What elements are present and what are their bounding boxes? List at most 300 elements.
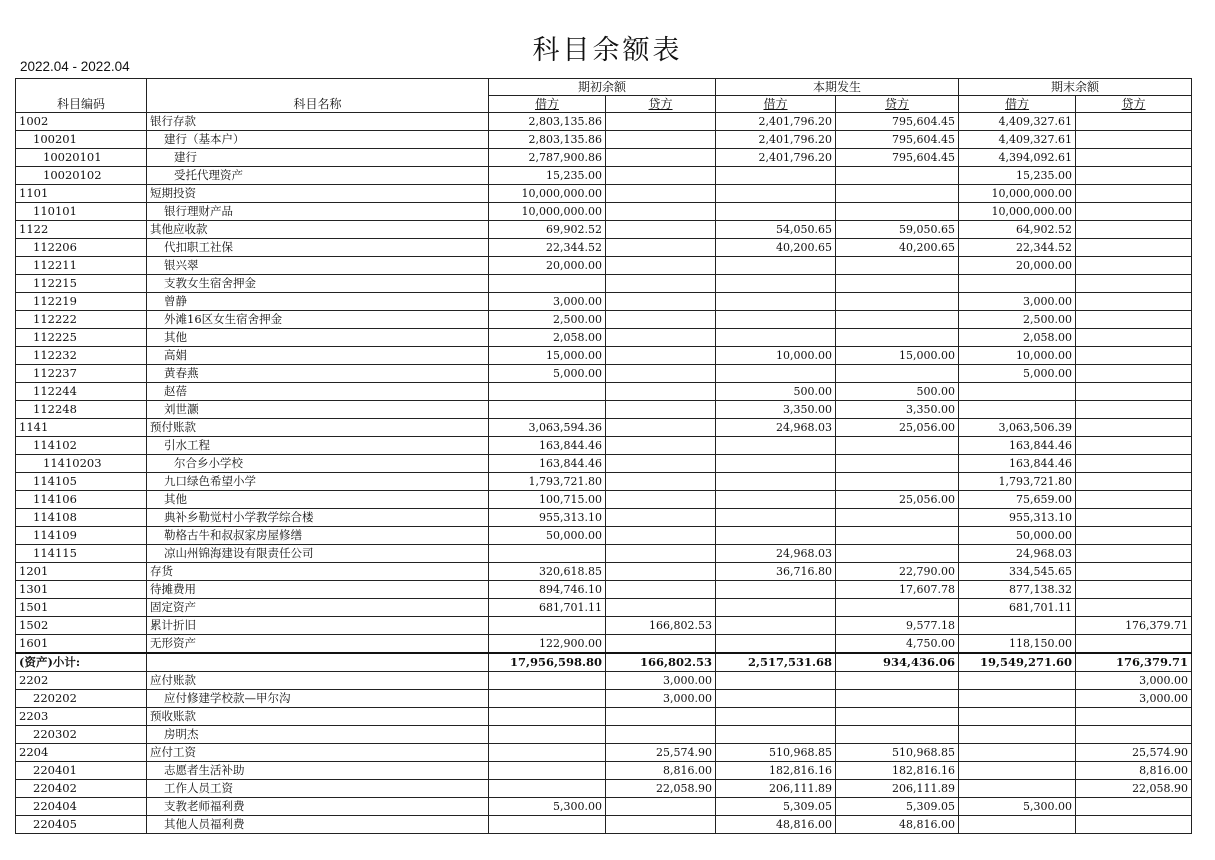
current-credit-cell: 934,436.06 bbox=[836, 653, 959, 672]
current-debit-cell bbox=[716, 311, 836, 329]
table-row bbox=[16, 131, 1192, 149]
opening-debit-cell: 5,000.00 bbox=[489, 365, 606, 383]
opening-credit-cell bbox=[606, 167, 716, 185]
opening-credit-cell bbox=[606, 221, 716, 239]
current-debit-cell: 48,816.00 bbox=[716, 816, 836, 834]
account-code-cell: 10020102 bbox=[16, 167, 147, 185]
opening-debit-cell bbox=[489, 383, 606, 401]
opening-debit-cell bbox=[489, 762, 606, 780]
current-debit-cell bbox=[716, 275, 836, 293]
account-name-cell: 尔合乡小学校 bbox=[147, 455, 489, 473]
subtotal-row bbox=[16, 653, 1192, 672]
account-code-cell: 1122 bbox=[16, 221, 147, 239]
opening-credit-cell bbox=[606, 491, 716, 509]
current-credit-cell bbox=[836, 545, 959, 563]
table-row bbox=[16, 527, 1192, 545]
account-code-cell: 10020101 bbox=[16, 149, 147, 167]
account-code-cell: 220401 bbox=[16, 762, 147, 780]
opening-credit-cell bbox=[606, 311, 716, 329]
table-row bbox=[16, 185, 1192, 203]
current-credit-cell: 5,309.05 bbox=[836, 798, 959, 816]
account-name-cell: 累计折旧 bbox=[147, 617, 489, 635]
opening-credit-cell bbox=[606, 401, 716, 419]
current-credit-cell: 510,968.85 bbox=[836, 744, 959, 762]
table-row bbox=[16, 599, 1192, 617]
closing-debit-cell: 877,138.32 bbox=[959, 581, 1076, 599]
header-opening-credit: 贷方 bbox=[606, 96, 716, 113]
opening-credit-cell: 3,000.00 bbox=[606, 690, 716, 708]
closing-debit-cell: 10,000.00 bbox=[959, 347, 1076, 365]
closing-debit-cell: 10,000,000.00 bbox=[959, 185, 1076, 203]
closing-debit-cell bbox=[959, 816, 1076, 834]
closing-debit-cell: 681,701.11 bbox=[959, 599, 1076, 617]
account-code-cell: 100201 bbox=[16, 131, 147, 149]
table-row bbox=[16, 347, 1192, 365]
account-code-cell: 114102 bbox=[16, 437, 147, 455]
account-code-cell: 1301 bbox=[16, 581, 147, 599]
closing-credit-cell bbox=[1076, 455, 1192, 473]
account-code-cell: 2202 bbox=[16, 672, 147, 690]
header-current-credit: 贷方 bbox=[836, 96, 959, 113]
opening-credit-cell bbox=[606, 239, 716, 257]
current-credit-cell bbox=[836, 473, 959, 491]
table-row bbox=[16, 113, 1192, 131]
current-credit-cell bbox=[836, 329, 959, 347]
closing-credit-cell bbox=[1076, 257, 1192, 275]
closing-debit-cell: 118,150.00 bbox=[959, 635, 1076, 654]
opening-credit-cell bbox=[606, 816, 716, 834]
report-period: 2022.04 - 2022.04 bbox=[20, 59, 130, 74]
closing-credit-cell bbox=[1076, 419, 1192, 437]
current-debit-cell: 24,968.03 bbox=[716, 545, 836, 563]
opening-debit-cell: 955,313.10 bbox=[489, 509, 606, 527]
opening-debit-cell: 122,900.00 bbox=[489, 635, 606, 654]
opening-debit-cell: 163,844.46 bbox=[489, 437, 606, 455]
current-debit-cell bbox=[716, 257, 836, 275]
opening-credit-cell bbox=[606, 635, 716, 654]
current-debit-cell: 510,968.85 bbox=[716, 744, 836, 762]
account-name-cell: 建行 bbox=[147, 149, 489, 167]
table-row bbox=[16, 383, 1192, 401]
opening-credit-cell bbox=[606, 293, 716, 311]
opening-debit-cell: 15,235.00 bbox=[489, 167, 606, 185]
account-name-cell: 受托代理资产 bbox=[147, 167, 489, 185]
current-debit-cell: 2,401,796.20 bbox=[716, 149, 836, 167]
account-code-cell: 114109 bbox=[16, 527, 147, 545]
account-code-cell: 1141 bbox=[16, 419, 147, 437]
closing-debit-cell: 163,844.46 bbox=[959, 455, 1076, 473]
account-code-cell: 220202 bbox=[16, 690, 147, 708]
current-debit-cell: 54,050.65 bbox=[716, 221, 836, 239]
account-code-cell: 1601 bbox=[16, 635, 147, 654]
closing-credit-cell bbox=[1076, 347, 1192, 365]
opening-debit-cell: 22,344.52 bbox=[489, 239, 606, 257]
closing-debit-cell bbox=[959, 744, 1076, 762]
current-credit-cell bbox=[836, 275, 959, 293]
account-name-cell: 短期投资 bbox=[147, 185, 489, 203]
opening-debit-cell: 894,746.10 bbox=[489, 581, 606, 599]
header-code: 科目编码 bbox=[16, 79, 147, 113]
closing-debit-cell: 19,549,271.60 bbox=[959, 653, 1076, 672]
closing-debit-cell bbox=[959, 690, 1076, 708]
current-debit-cell bbox=[716, 437, 836, 455]
current-credit-cell bbox=[836, 203, 959, 221]
closing-credit-cell: 22,058.90 bbox=[1076, 780, 1192, 798]
closing-credit-cell: 3,000.00 bbox=[1076, 672, 1192, 690]
account-code-cell: 112237 bbox=[16, 365, 147, 383]
current-debit-cell: 2,401,796.20 bbox=[716, 131, 836, 149]
account-name-cell: 预收账款 bbox=[147, 708, 489, 726]
current-credit-cell: 9,577.18 bbox=[836, 617, 959, 635]
opening-credit-cell bbox=[606, 113, 716, 131]
closing-debit-cell: 4,394,092.61 bbox=[959, 149, 1076, 167]
opening-credit-cell bbox=[606, 509, 716, 527]
table-row bbox=[16, 401, 1192, 419]
account-code-cell: 220302 bbox=[16, 726, 147, 744]
current-debit-cell bbox=[716, 473, 836, 491]
opening-debit-cell: 320,618.85 bbox=[489, 563, 606, 581]
opening-debit-cell: 163,844.46 bbox=[489, 455, 606, 473]
opening-debit-cell: 2,500.00 bbox=[489, 311, 606, 329]
closing-credit-cell bbox=[1076, 816, 1192, 834]
opening-debit-cell bbox=[489, 744, 606, 762]
opening-credit-cell: 166,802.53 bbox=[606, 617, 716, 635]
closing-debit-cell: 955,313.10 bbox=[959, 509, 1076, 527]
opening-credit-cell bbox=[606, 203, 716, 221]
table-row bbox=[16, 167, 1192, 185]
opening-credit-cell bbox=[606, 149, 716, 167]
closing-credit-cell bbox=[1076, 275, 1192, 293]
account-name-cell: 其他应收款 bbox=[147, 221, 489, 239]
closing-debit-cell: 50,000.00 bbox=[959, 527, 1076, 545]
opening-debit-cell: 681,701.11 bbox=[489, 599, 606, 617]
account-name-cell: 银兴翠 bbox=[147, 257, 489, 275]
account-name-cell: 曾静 bbox=[147, 293, 489, 311]
opening-debit-cell: 2,803,135.86 bbox=[489, 113, 606, 131]
current-debit-cell bbox=[716, 203, 836, 221]
opening-debit-cell: 15,000.00 bbox=[489, 347, 606, 365]
closing-debit-cell: 24,968.03 bbox=[959, 545, 1076, 563]
closing-credit-cell bbox=[1076, 329, 1192, 347]
table-row bbox=[16, 293, 1192, 311]
current-debit-cell bbox=[716, 185, 836, 203]
closing-credit-cell bbox=[1076, 635, 1192, 654]
current-debit-cell bbox=[716, 491, 836, 509]
closing-credit-cell bbox=[1076, 563, 1192, 581]
account-name-cell: 其他 bbox=[147, 491, 489, 509]
current-debit-cell bbox=[716, 635, 836, 654]
current-credit-cell bbox=[836, 293, 959, 311]
closing-debit-cell bbox=[959, 401, 1076, 419]
account-name-cell: 应付修建学校款—甲尔沟 bbox=[147, 690, 489, 708]
current-credit-cell bbox=[836, 185, 959, 203]
opening-credit-cell: 8,816.00 bbox=[606, 762, 716, 780]
account-name-cell: 存货 bbox=[147, 563, 489, 581]
closing-credit-cell bbox=[1076, 293, 1192, 311]
current-credit-cell bbox=[836, 509, 959, 527]
account-code-cell: (资产)小计: bbox=[16, 653, 147, 672]
opening-debit-cell: 20,000.00 bbox=[489, 257, 606, 275]
current-debit-cell: 182,816.16 bbox=[716, 762, 836, 780]
current-credit-cell: 500.00 bbox=[836, 383, 959, 401]
opening-credit-cell bbox=[606, 131, 716, 149]
closing-credit-cell bbox=[1076, 545, 1192, 563]
closing-debit-cell: 2,500.00 bbox=[959, 311, 1076, 329]
closing-credit-cell bbox=[1076, 185, 1192, 203]
opening-debit-cell bbox=[489, 726, 606, 744]
closing-debit-cell bbox=[959, 762, 1076, 780]
header-row-groups bbox=[16, 79, 1192, 96]
account-name-cell bbox=[147, 653, 489, 672]
closing-debit-cell bbox=[959, 780, 1076, 798]
current-debit-cell: 2,401,796.20 bbox=[716, 113, 836, 131]
table-row bbox=[16, 816, 1192, 834]
current-credit-cell bbox=[836, 437, 959, 455]
current-credit-cell bbox=[836, 365, 959, 383]
current-credit-cell: 795,604.45 bbox=[836, 113, 959, 131]
opening-debit-cell: 17,956,598.80 bbox=[489, 653, 606, 672]
closing-debit-cell bbox=[959, 672, 1076, 690]
account-code-cell: 110101 bbox=[16, 203, 147, 221]
opening-debit-cell: 3,000.00 bbox=[489, 293, 606, 311]
current-debit-cell: 10,000.00 bbox=[716, 347, 836, 365]
closing-credit-cell bbox=[1076, 599, 1192, 617]
closing-credit-cell bbox=[1076, 527, 1192, 545]
current-credit-cell: 206,111.89 bbox=[836, 780, 959, 798]
account-name-cell: 应付账款 bbox=[147, 672, 489, 690]
account-code-cell: 114115 bbox=[16, 545, 147, 563]
current-credit-cell bbox=[836, 690, 959, 708]
account-name-cell: 银行存款 bbox=[147, 113, 489, 131]
header-opening: 期初余额 bbox=[489, 79, 716, 96]
closing-debit-cell: 5,000.00 bbox=[959, 365, 1076, 383]
current-credit-cell: 17,607.78 bbox=[836, 581, 959, 599]
account-code-cell: 112225 bbox=[16, 329, 147, 347]
table-row bbox=[16, 239, 1192, 257]
account-name-cell: 外滩16区女生宿舍押金 bbox=[147, 311, 489, 329]
closing-credit-cell bbox=[1076, 167, 1192, 185]
table-row bbox=[16, 762, 1192, 780]
account-code-cell: 1502 bbox=[16, 617, 147, 635]
closing-credit-cell bbox=[1076, 113, 1192, 131]
closing-debit-cell: 22,344.52 bbox=[959, 239, 1076, 257]
account-code-cell: 1101 bbox=[16, 185, 147, 203]
account-name-cell: 高娟 bbox=[147, 347, 489, 365]
account-code-cell: 114108 bbox=[16, 509, 147, 527]
closing-credit-cell bbox=[1076, 383, 1192, 401]
closing-debit-cell: 163,844.46 bbox=[959, 437, 1076, 455]
opening-credit-cell bbox=[606, 257, 716, 275]
closing-credit-cell bbox=[1076, 311, 1192, 329]
current-debit-cell bbox=[716, 581, 836, 599]
current-credit-cell: 22,790.00 bbox=[836, 563, 959, 581]
closing-credit-cell: 3,000.00 bbox=[1076, 690, 1192, 708]
current-debit-cell bbox=[716, 365, 836, 383]
header-closing-debit: 借方 bbox=[959, 96, 1076, 113]
closing-credit-cell bbox=[1076, 203, 1192, 221]
current-debit-cell bbox=[716, 708, 836, 726]
closing-debit-cell bbox=[959, 617, 1076, 635]
table-row bbox=[16, 221, 1192, 239]
opening-debit-cell bbox=[489, 617, 606, 635]
closing-debit-cell: 4,409,327.61 bbox=[959, 131, 1076, 149]
current-credit-cell: 3,350.00 bbox=[836, 401, 959, 419]
current-credit-cell: 48,816.00 bbox=[836, 816, 959, 834]
opening-credit-cell bbox=[606, 383, 716, 401]
account-name-cell: 黄春燕 bbox=[147, 365, 489, 383]
table-row bbox=[16, 329, 1192, 347]
account-name-cell: 刘世灏 bbox=[147, 401, 489, 419]
current-credit-cell bbox=[836, 257, 959, 275]
account-code-cell: 2204 bbox=[16, 744, 147, 762]
account-name-cell: 其他人员福利费 bbox=[147, 816, 489, 834]
opening-debit-cell bbox=[489, 672, 606, 690]
closing-credit-cell bbox=[1076, 726, 1192, 744]
closing-debit-cell: 75,659.00 bbox=[959, 491, 1076, 509]
account-code-cell: 1201 bbox=[16, 563, 147, 581]
closing-credit-cell bbox=[1076, 798, 1192, 816]
header-current-debit: 借方 bbox=[716, 96, 836, 113]
opening-debit-cell: 100,715.00 bbox=[489, 491, 606, 509]
closing-credit-cell bbox=[1076, 365, 1192, 383]
closing-credit-cell bbox=[1076, 131, 1192, 149]
closing-debit-cell bbox=[959, 708, 1076, 726]
table-row bbox=[16, 617, 1192, 635]
closing-credit-cell bbox=[1076, 708, 1192, 726]
current-debit-cell bbox=[716, 527, 836, 545]
account-name-cell: 志愿者生活补助 bbox=[147, 762, 489, 780]
current-credit-cell bbox=[836, 708, 959, 726]
account-name-cell: 代扣职工社保 bbox=[147, 239, 489, 257]
current-credit-cell: 795,604.45 bbox=[836, 149, 959, 167]
account-name-cell: 支教女生宿舍押金 bbox=[147, 275, 489, 293]
opening-credit-cell bbox=[606, 419, 716, 437]
opening-credit-cell: 166,802.53 bbox=[606, 653, 716, 672]
balance-table bbox=[15, 78, 1192, 834]
opening-debit-cell: 10,000,000.00 bbox=[489, 203, 606, 221]
account-code-cell: 2203 bbox=[16, 708, 147, 726]
current-credit-cell: 182,816.16 bbox=[836, 762, 959, 780]
account-name-cell: 房明杰 bbox=[147, 726, 489, 744]
current-credit-cell bbox=[836, 311, 959, 329]
table-row bbox=[16, 275, 1192, 293]
opening-credit-cell bbox=[606, 708, 716, 726]
page-title: 科目余额表 bbox=[532, 35, 683, 66]
current-credit-cell bbox=[836, 599, 959, 617]
opening-debit-cell bbox=[489, 816, 606, 834]
current-debit-cell: 5,309.05 bbox=[716, 798, 836, 816]
account-name-cell: 银行理财产品 bbox=[147, 203, 489, 221]
table-row bbox=[16, 708, 1192, 726]
current-debit-cell: 36,716.80 bbox=[716, 563, 836, 581]
account-code-cell: 114105 bbox=[16, 473, 147, 491]
opening-debit-cell: 1,793,721.80 bbox=[489, 473, 606, 491]
opening-debit-cell: 2,058.00 bbox=[489, 329, 606, 347]
current-credit-cell bbox=[836, 726, 959, 744]
account-name-cell: 其他 bbox=[147, 329, 489, 347]
current-credit-cell bbox=[836, 527, 959, 545]
closing-debit-cell: 3,063,506.39 bbox=[959, 419, 1076, 437]
account-name-cell: 赵蓓 bbox=[147, 383, 489, 401]
account-code-cell: 220404 bbox=[16, 798, 147, 816]
account-name-cell: 待摊费用 bbox=[147, 581, 489, 599]
closing-credit-cell bbox=[1076, 581, 1192, 599]
closing-debit-cell: 334,545.65 bbox=[959, 563, 1076, 581]
opening-debit-cell bbox=[489, 690, 606, 708]
table-row bbox=[16, 780, 1192, 798]
current-debit-cell: 206,111.89 bbox=[716, 780, 836, 798]
opening-credit-cell bbox=[606, 347, 716, 365]
current-credit-cell: 795,604.45 bbox=[836, 131, 959, 149]
closing-credit-cell bbox=[1076, 401, 1192, 419]
opening-credit-cell bbox=[606, 599, 716, 617]
account-code-cell: 112206 bbox=[16, 239, 147, 257]
opening-debit-cell bbox=[489, 401, 606, 419]
current-credit-cell: 25,056.00 bbox=[836, 491, 959, 509]
current-credit-cell: 25,056.00 bbox=[836, 419, 959, 437]
current-debit-cell bbox=[716, 599, 836, 617]
table-row bbox=[16, 311, 1192, 329]
account-code-cell: 112222 bbox=[16, 311, 147, 329]
table-row bbox=[16, 581, 1192, 599]
current-credit-cell bbox=[836, 167, 959, 185]
opening-credit-cell bbox=[606, 473, 716, 491]
opening-debit-cell bbox=[489, 708, 606, 726]
account-code-cell: 1501 bbox=[16, 599, 147, 617]
account-code-cell: 11410203 bbox=[16, 455, 147, 473]
closing-debit-cell: 3,000.00 bbox=[959, 293, 1076, 311]
closing-credit-cell bbox=[1076, 491, 1192, 509]
current-debit-cell bbox=[716, 293, 836, 311]
header-opening-debit: 借方 bbox=[489, 96, 606, 113]
account-name-cell: 典补乡勒觉村小学教学综合楼 bbox=[147, 509, 489, 527]
opening-debit-cell bbox=[489, 275, 606, 293]
account-code-cell: 112215 bbox=[16, 275, 147, 293]
opening-credit-cell: 25,574.90 bbox=[606, 744, 716, 762]
opening-debit-cell: 2,787,900.86 bbox=[489, 149, 606, 167]
account-code-cell: 112248 bbox=[16, 401, 147, 419]
table-row bbox=[16, 744, 1192, 762]
table-row bbox=[16, 509, 1192, 527]
closing-debit-cell: 2,058.00 bbox=[959, 329, 1076, 347]
opening-credit-cell bbox=[606, 185, 716, 203]
closing-credit-cell: 176,379.71 bbox=[1076, 653, 1192, 672]
current-debit-cell bbox=[716, 455, 836, 473]
account-name-cell: 无形资产 bbox=[147, 635, 489, 654]
account-name-cell: 凉山州锦海建设有限责任公司 bbox=[147, 545, 489, 563]
closing-credit-cell: 176,379.71 bbox=[1076, 617, 1192, 635]
table-row bbox=[16, 203, 1192, 221]
current-credit-cell: 59,050.65 bbox=[836, 221, 959, 239]
opening-credit-cell bbox=[606, 437, 716, 455]
opening-debit-cell: 69,902.52 bbox=[489, 221, 606, 239]
table-row bbox=[16, 437, 1192, 455]
account-code-cell: 220402 bbox=[16, 780, 147, 798]
current-debit-cell: 24,968.03 bbox=[716, 419, 836, 437]
opening-credit-cell bbox=[606, 563, 716, 581]
table-row bbox=[16, 491, 1192, 509]
opening-credit-cell bbox=[606, 329, 716, 347]
closing-credit-cell bbox=[1076, 473, 1192, 491]
opening-debit-cell: 5,300.00 bbox=[489, 798, 606, 816]
opening-debit-cell: 3,063,594.36 bbox=[489, 419, 606, 437]
closing-credit-cell bbox=[1076, 437, 1192, 455]
opening-debit-cell: 2,803,135.86 bbox=[489, 131, 606, 149]
opening-credit-cell bbox=[606, 275, 716, 293]
current-credit-cell: 4,750.00 bbox=[836, 635, 959, 654]
current-debit-cell: 2,517,531.68 bbox=[716, 653, 836, 672]
account-name-cell: 支教老师福利费 bbox=[147, 798, 489, 816]
